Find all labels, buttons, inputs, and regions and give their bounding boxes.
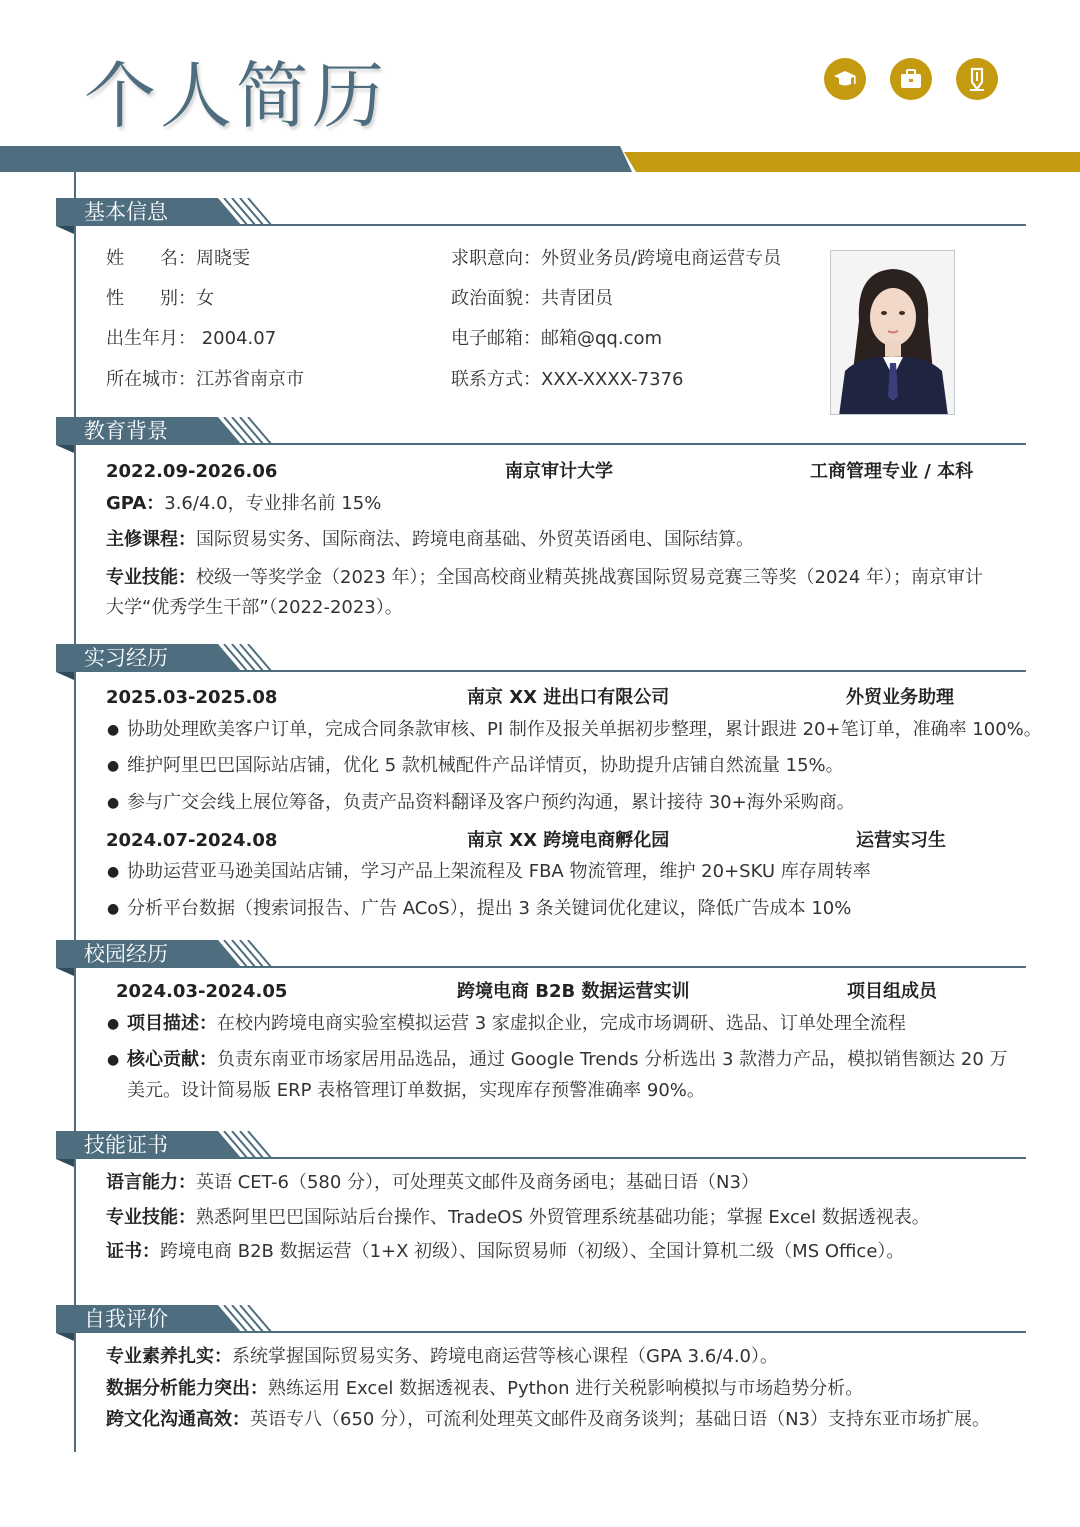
briefcase-icon (890, 58, 932, 100)
page-title: 个人简历 (84, 54, 389, 138)
stripes-decoration (192, 1131, 292, 1159)
section-header-basic (56, 198, 1026, 234)
stripes-decoration (192, 940, 292, 968)
city-row: 所在城市：江苏省南京市 (106, 369, 304, 390)
section-header-campus (56, 940, 1026, 976)
campus-period: 2024.03-2024.05 (116, 981, 288, 1002)
birth-row: 出生年月： 2004.07 (106, 328, 277, 349)
header-band-blue (0, 146, 632, 172)
intern-company: 南京 XX 跨境电商孵化园 (467, 830, 670, 851)
skills-language: 语言能力：英语 CET-6（580 分），可处理英文邮件及商务函电；基础日语（N3） (106, 1172, 759, 1193)
campus-role: 项目组成员 (847, 981, 937, 1002)
skills-certificates: 证书：跨境电商 B2B 数据运营（1+X 初级）、国际贸易师（初级）、全国计算机二级（MS Office）。 (106, 1241, 905, 1262)
list-item: ● 分析平台数据（搜索词报告、广告 ACoS），提出 3 条关键词优化建议，降低广告成本 10% (127, 897, 851, 921)
stripes-decoration (192, 417, 292, 445)
campus-contrib-cont: 美元。设计简易版 ERP 表格管理订单数据，实现库存预警准确率 90%。 (127, 1080, 705, 1101)
phone-row: 联系方式：XXX-XXXX-7376 (451, 369, 684, 390)
list-item: ● 核心贡献：负责东南亚市场家居用品选品，通过 Google Trends 分析选出 3 款潜力产品，模拟销售额达 20 万 (127, 1048, 1008, 1072)
edu-courses: 主修课程：国际贸易实务、国际商法、跨境电商基础、外贸英语函电、国际结算。 (106, 529, 754, 550)
intern-role: 外贸业务助理 (846, 687, 954, 708)
self-line: 跨文化沟通高效：英语专八（650 分），可流利处理英文邮件及商务谈判；基础日语（N3）支持东亚市场扩展。 (106, 1409, 990, 1430)
politics-row: 政治面貌：共青团员 (451, 288, 613, 309)
stripes-decoration (192, 1305, 292, 1333)
edu-gpa: GPA：3.6/4.0，专业排名前 15% (106, 493, 382, 514)
job-row: 求职意向：外贸业务员/跨境电商运营专员 (451, 248, 782, 269)
list-item: ● 协助处理欧美客户订单，完成合同条款审核、PI 制作及报关单据初步整理，累计跟进 20+笔订单，准确率 100%。 (127, 718, 1042, 742)
list-item: ● 维护阿里巴巴国际站店铺，优化 5 款机械配件产品详情页，协助提升店铺自然流量 15%。 (127, 754, 844, 778)
list-item: ● 参与广交会线上展位筹备，负责产品资料翻译及客户预约沟通，累计接待 30+海外采购商。 (127, 791, 855, 815)
intern-company: 南京 XX 进出口有限公司 (467, 687, 670, 708)
intern-period: 2025.03-2025.08 (106, 687, 278, 708)
section-title: 自我评价 (56, 1305, 192, 1333)
gender-row: 性 别：女 (106, 288, 214, 309)
list-item: ● 协助运营亚马逊美国站店铺，学习产品上架流程及 FBA 物流管理，维护 20+SKU 库存周转率 (127, 860, 871, 884)
stripes-decoration (192, 644, 292, 672)
campus-project: 跨境电商 B2B 数据运营实训 (457, 981, 690, 1002)
section-header-internship (56, 644, 1026, 680)
skills-professional: 专业技能：熟悉阿里巴巴国际站后台操作、TradeOS 外贸管理系统基础功能；掌握 Excel 数据透视表。 (106, 1207, 930, 1228)
edu-school: 南京审计大学 (505, 461, 613, 482)
graduation-cap-icon (824, 58, 866, 100)
list-item: ● 项目描述：在校内跨境电商实验室模拟运营 3 家虚拟企业，完成市场调研、选品、订单处理全流程 (127, 1012, 906, 1036)
intern-period: 2024.07-2024.08 (106, 830, 278, 851)
section-title: 校园经历 (56, 940, 192, 968)
stripes-decoration (192, 198, 292, 226)
section-title: 教育背景 (56, 417, 192, 445)
pencil-icon (956, 58, 998, 100)
name-row: 姓 名：周晓雯 (106, 248, 250, 269)
section-header-education (56, 417, 1026, 453)
section-header-skills (56, 1131, 1026, 1167)
self-line: 专业素养扎实：系统掌握国际贸易实务、跨境电商运营等核心课程（GPA 3.6/4.0）。 (106, 1346, 779, 1367)
edu-period: 2022.09-2026.06 (106, 461, 278, 482)
header-icons (824, 58, 998, 100)
section-header-self (56, 1305, 1026, 1341)
timeline-line (74, 172, 76, 1452)
intern-role: 运营实习生 (856, 830, 946, 851)
section-title: 实习经历 (56, 644, 192, 672)
edu-skills-cont: 大学“优秀学生干部”（2022-2023）。 (106, 597, 403, 618)
edu-skills: 专业技能：校级一等奖学金（2023 年）；全国高校商业精英挑战赛国际贸易竞赛三等奖（2024 年）；南京审计 (106, 567, 984, 588)
section-title: 技能证书 (56, 1131, 192, 1159)
email-row: 电子邮箱：邮箱@qq.com (451, 328, 663, 349)
header-band-gold (624, 152, 1080, 172)
edu-major: 工商管理专业 / 本科 (810, 461, 974, 482)
section-title: 基本信息 (56, 198, 192, 226)
profile-photo (830, 250, 955, 415)
self-line: 数据分析能力突出：熟练运用 Excel 数据透视表、Python 进行关税影响模拟与市场趋势分析。 (106, 1378, 864, 1399)
